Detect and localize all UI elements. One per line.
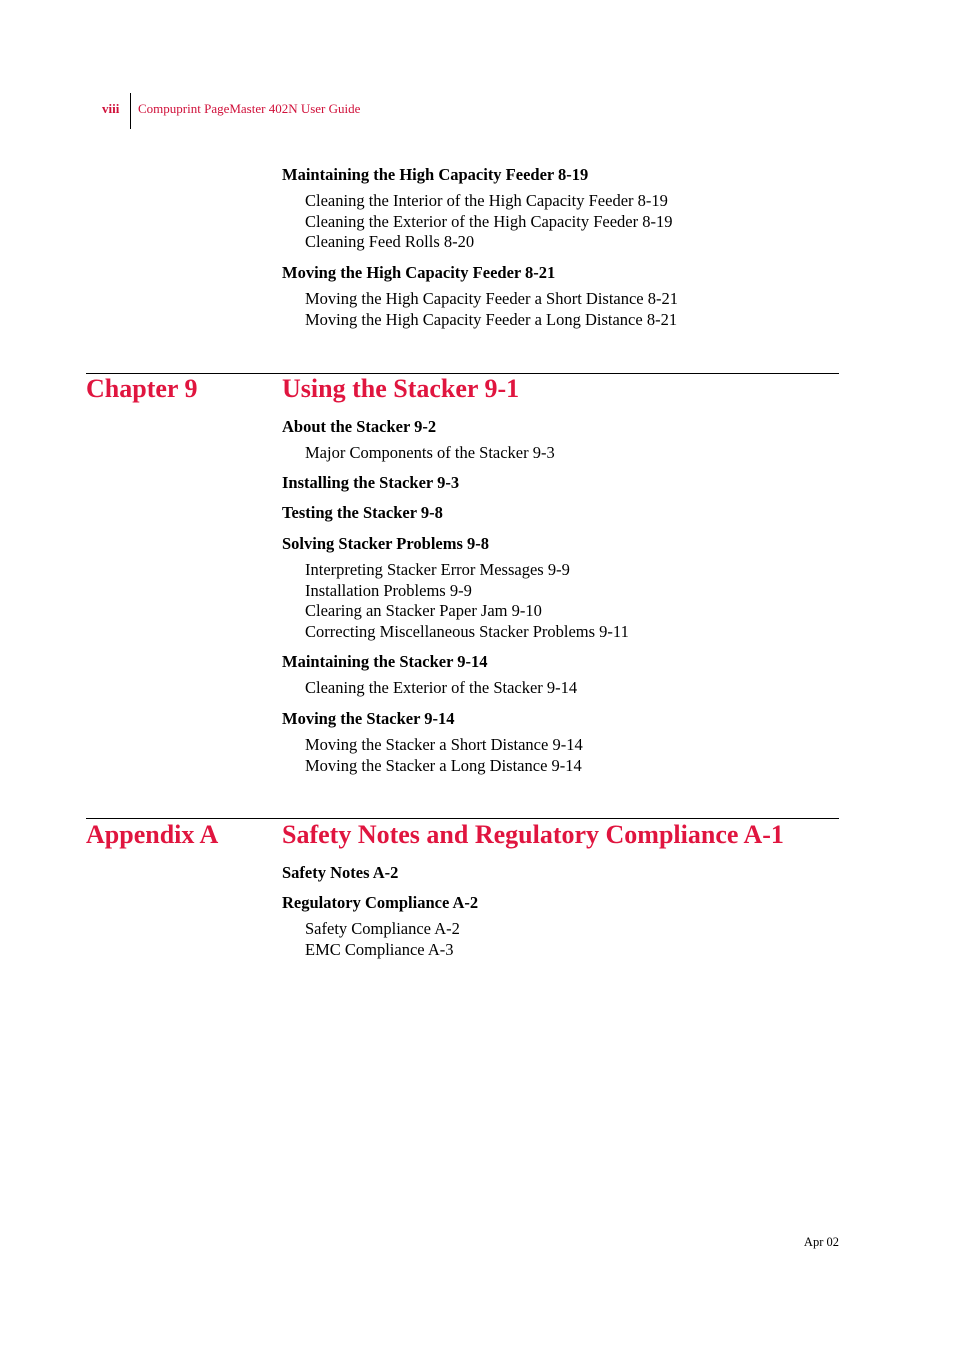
toc-subsection-item[interactable]: Correcting Miscellaneous Stacker Problems 9-11 — [305, 622, 629, 642]
toc-section-title[interactable]: Testing the Stacker 9-8 — [282, 503, 443, 522]
toc-section-title[interactable]: About the Stacker 9-2 — [282, 417, 437, 436]
toc-subsection-item[interactable]: Cleaning the Exterior of the High Capacity Feeder 8-19 — [305, 211, 673, 231]
footer-date: Apr 02 — [803, 1235, 839, 1249]
toc-subsection-list — [305, 735, 842, 776]
toc-subsection-item[interactable]: Installation Problems 9-9 — [305, 580, 472, 600]
toc-subsection-item[interactable]: Safety Compliance A-2 — [305, 919, 460, 938]
header-divider — [130, 93, 131, 129]
toc-subsection-item[interactable]: Moving the Stacker a Short Distance 9-14 — [305, 735, 583, 754]
toc-section-title[interactable]: Moving the Stacker 9-14 — [282, 709, 455, 728]
toc-section-title[interactable]: Maintaining the High Capacity Feeder 8-19 — [282, 165, 589, 184]
toc-section — [282, 503, 842, 523]
toc-subsection-item[interactable]: EMC Compliance A-3 — [305, 939, 454, 959]
toc-subsection-list — [305, 289, 842, 330]
appendix-title[interactable]: Safety Notes and Regulatory Compliance A-1 — [282, 820, 784, 849]
page-number: viii — [102, 101, 120, 116]
appendix-label: Appendix A — [86, 820, 219, 849]
toc-section — [282, 417, 842, 464]
document-title: Compuprint PageMaster 402N User Guide — [138, 101, 361, 116]
toc-subsection-list — [305, 919, 842, 960]
toc-section-title[interactable]: Solving Stacker Problems 9-8 — [282, 534, 490, 553]
toc-section — [282, 165, 842, 253]
toc-section — [282, 652, 842, 699]
toc-section-title[interactable]: Regulatory Compliance A-2 — [282, 893, 479, 912]
toc-subsection-item[interactable]: Major Components of the Stacker 9-3 — [305, 443, 555, 462]
chapter-divider — [86, 818, 839, 819]
toc-section — [282, 263, 842, 330]
toc-subsection-item[interactable]: Moving the High Capacity Feeder a Short Distance 8-21 — [305, 289, 678, 308]
toc-subsection-item[interactable]: Cleaning Feed Rolls 8-20 — [305, 232, 475, 252]
toc-section — [282, 534, 842, 643]
toc-subsection-item[interactable]: Cleaning the Interior of the High Capacity Feeder 8-19 — [305, 191, 668, 210]
toc-section-title[interactable]: Installing the Stacker 9-3 — [282, 473, 460, 492]
toc-subsection-list — [305, 678, 842, 699]
toc-section — [282, 709, 842, 776]
chapter-label: Chapter 9 — [86, 374, 198, 403]
toc-section-title[interactable]: Maintaining the Stacker 9-14 — [282, 652, 488, 671]
toc-section — [282, 473, 842, 493]
toc-subsection-item[interactable]: Cleaning the Exterior of the Stacker 9-14 — [305, 678, 578, 697]
chapter-title[interactable]: Using the Stacker 9-1 — [282, 374, 520, 403]
toc-section-title[interactable]: Moving the High Capacity Feeder 8-21 — [282, 263, 556, 282]
toc-subsection-list — [305, 560, 842, 643]
toc-section — [282, 893, 842, 960]
toc-subsection-item[interactable]: Moving the High Capacity Feeder a Long Distance 8-21 — [305, 309, 678, 329]
toc-subsection-list — [305, 443, 842, 464]
toc-subsection-item[interactable]: Moving the Stacker a Long Distance 9-14 — [305, 755, 582, 775]
toc-subsection-list — [305, 191, 842, 253]
toc-section-title[interactable]: Safety Notes A-2 — [282, 863, 399, 882]
toc-subsection-item[interactable]: Clearing an Stacker Paper Jam 9-10 — [305, 601, 542, 621]
toc-subsection-item[interactable]: Interpreting Stacker Error Messages 9-9 — [305, 560, 570, 579]
toc-section — [282, 863, 842, 883]
